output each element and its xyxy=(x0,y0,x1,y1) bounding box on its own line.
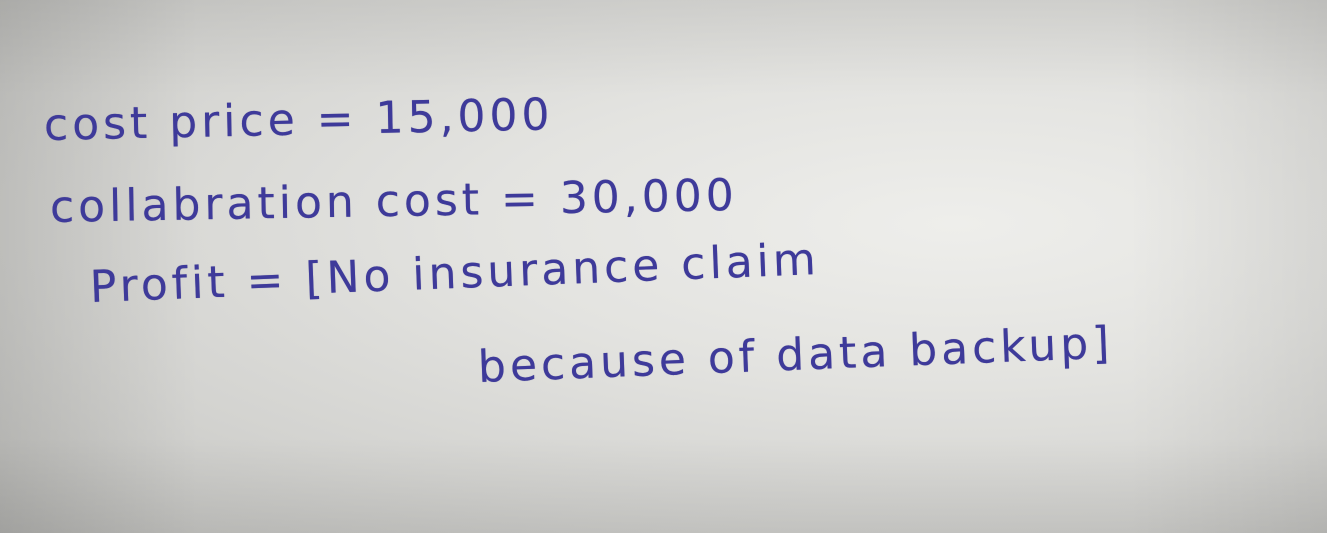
note-line-reason: because of data backup] xyxy=(477,317,1115,393)
note-line-cost-price: cost price = 15,000 xyxy=(43,89,554,151)
note-line-collabration-cost: collabration cost = 30,000 xyxy=(49,169,739,233)
note-line-profit: Profit = [No insurance claim xyxy=(89,233,821,313)
